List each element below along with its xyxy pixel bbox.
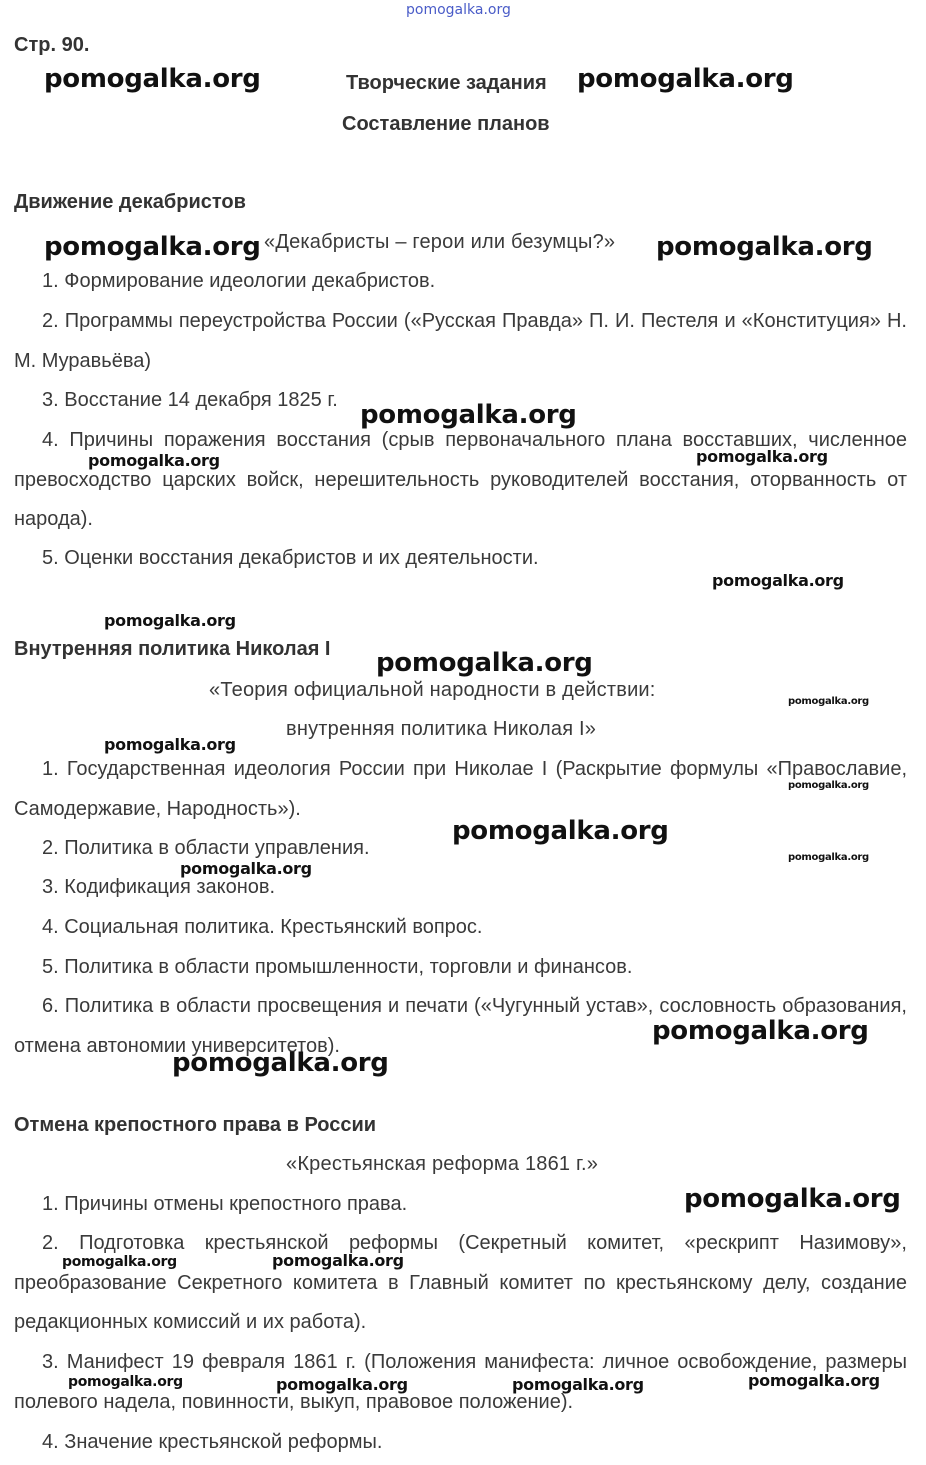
list-item: 3. Манифест 19 февраля 1861 г. (Положения манифеста: личное освобождение, размеры полевого надела, повинности, выкуп, правовое положение). [14,1351,907,1413]
watermark: pomogalka.org [172,1048,389,1078]
watermark: pomogalka.org [406,2,511,18]
list-item: 2. Политика в области управления. [42,837,370,859]
watermark: pomogalka.org [44,64,261,94]
page-subtitle: Составление планов [342,113,550,135]
watermark: pomogalka.org [104,735,236,754]
section-title-decembrists: Движение декабристов [14,191,246,213]
watermark: pomogalka.org [656,232,873,262]
section-topic: «Крестьянская реформа 1861 г.» [286,1153,599,1175]
list-item: 5. Оценки восстания декабристов и их деятельности. [42,547,539,569]
watermark: pomogalka.org [788,780,869,791]
page-number: Стр. 90. [14,34,90,56]
watermark: pomogalka.org [684,1184,901,1214]
section-title-nicholas: Внутренняя политика Николая I [14,638,331,660]
list-item: 3. Восстание 14 декабря 1825 г. [42,389,338,411]
list-item: 6. Политика в области просвещения и печати («Чугунный устав», сословность образования, отмена автономии университетов). [14,995,907,1057]
watermark: pomogalka.org [88,451,220,470]
list-item: 5. Политика в области промышленности, торговли и финансов. [42,956,633,978]
section-title-serfdom: Отмена крепостного права в России [14,1114,377,1136]
watermark: pomogalka.org [512,1375,644,1394]
watermark: pomogalka.org [788,696,869,707]
watermark: pomogalka.org [712,571,844,590]
list-item: 1. Причины отмены крепостного права. [42,1193,408,1215]
watermark: pomogalka.org [748,1371,880,1390]
list-item: 2. Программы переустройства России («Русская Правда» П. И. Пестеля и «Конституция» Н. М. Муравьёва) [14,310,907,372]
watermark: pomogalka.org [652,1016,869,1046]
section-topic-line1: «Теория официальной народности в действии: [209,679,656,701]
watermark: pomogalka.org [788,852,869,863]
watermark: pomogalka.org [104,611,236,630]
watermark: pomogalka.org [696,447,828,466]
watermark: pomogalka.org [180,859,312,878]
list-item: 4. Значение крестьянской реформы. [42,1431,383,1453]
list-item: 4. Социальная политика. Крестьянский вопрос. [42,916,483,938]
list-item: 4. Причины поражения восстания (срыв первоначального плана восставших, численное превосходство царских войск, нерешительность руководителей восстания, оторванность от народа). [14,429,907,530]
watermark: pomogalka.org [44,232,261,262]
list-item: 3. Кодификация законов. [42,876,276,898]
section-topic-line2: внутренняя политика Николая I» [286,718,597,740]
watermark: pomogalka.org [452,816,669,846]
watermark: pomogalka.org [276,1375,408,1394]
watermark: pomogalka.org [68,1374,183,1390]
list-item: 1. Формирование идеологии декабристов. [42,270,436,292]
page-title: Творческие задания [346,72,547,94]
list-item: 2. Подготовка крестьянской реформы (Секретный комитет, «рескрипт Назимову», преобразование Секретного комитета в Главный комитет по крестьянскому делу, создание редакционных комиссий и их работа). [14,1232,907,1333]
watermark: pomogalka.org [577,64,794,94]
watermark: pomogalka.org [376,648,593,678]
section-topic: «Декабристы – герои или безумцы?» [264,231,616,253]
watermark: pomogalka.org [360,400,577,430]
watermark: pomogalka.org [62,1254,177,1270]
watermark: pomogalka.org [272,1251,404,1270]
list-item: 1. Государственная идеология России при Николае I (Раскрытие формулы «Православие, Самодержавие, Народность»). [14,758,907,820]
